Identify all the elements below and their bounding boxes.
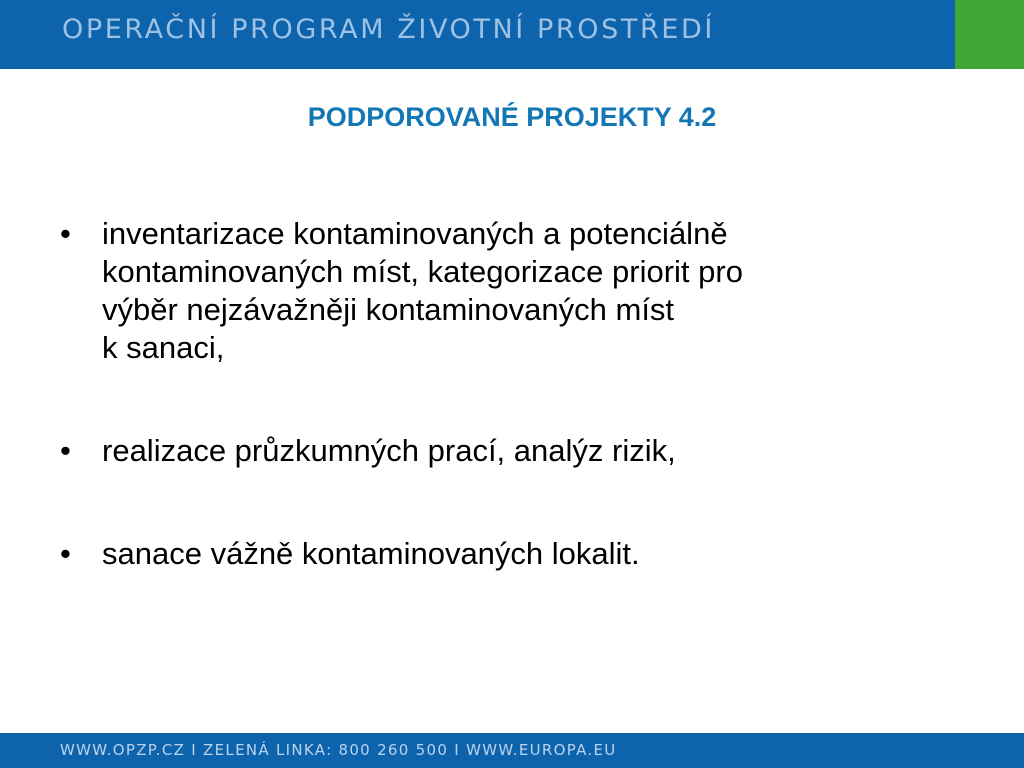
header-bar — [0, 0, 955, 69]
bullet-text-line: sanace vážně kontaminovaných lokalit. — [102, 536, 640, 571]
bullet-item-3 — [60, 535, 960, 573]
bullet-item-2 — [60, 432, 960, 470]
slide-title: PODPOROVANÉ PROJEKTY 4.2 — [307, 102, 717, 132]
bullet-text-line: výběr nejzávažněji kontaminovaných míst — [102, 292, 675, 327]
bullet-text-line: k sanaci, — [102, 330, 225, 365]
bullet-text-line: kontaminovaných míst, kategorizace priorit pro — [102, 254, 743, 289]
header-accent-block — [955, 0, 1024, 69]
bullet-text-line: realizace průzkumných prací, analýz rizik, — [102, 433, 676, 468]
bullet-dot-icon: • — [60, 536, 71, 571]
program-title: OPERAČNÍ PROGRAM ŽIVOTNÍ PROSTŘEDÍ — [62, 14, 715, 45]
bullet-dot-icon: • — [60, 433, 71, 468]
bullet-dot-icon: • — [60, 216, 71, 251]
bullet-text-line: inventarizace kontaminovaných a potenciálně — [102, 216, 728, 251]
bullet-item-1 — [60, 215, 960, 367]
bullet-list — [60, 215, 960, 573]
footer-contact-text: WWW.OPZP.CZ I ZELENÁ LINKA: 800 260 500 I WWW.EUROPA.EU — [60, 741, 617, 759]
footer-bar — [0, 733, 1024, 768]
